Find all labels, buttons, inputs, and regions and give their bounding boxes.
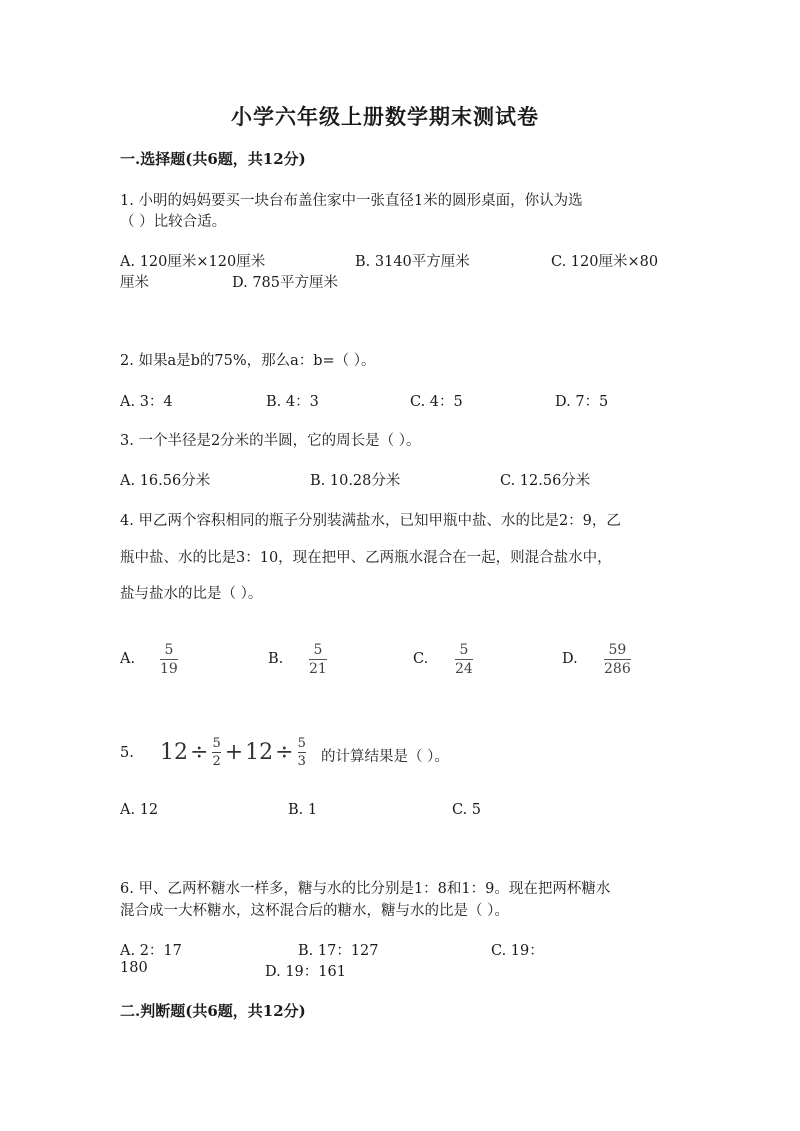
- question-1-option-a: A. 120厘米×120厘米: [120, 254, 266, 270]
- question-6-option-a: A. 2：17: [120, 943, 182, 959]
- fraction-numerator: 5: [297, 736, 306, 751]
- fraction-denominator: 286: [604, 661, 631, 677]
- question-6-option-b: B. 17：127: [298, 943, 379, 959]
- question-4-line-2: 瓶中盐、水的比是3：10，现在把甲、乙两瓶水混合在一起，则混合盐水中，: [120, 550, 612, 566]
- question-3-option-a: A. 16.56分米: [120, 473, 211, 489]
- question-6-option-c: C. 19：: [491, 943, 544, 959]
- fraction-denominator: 21: [309, 661, 327, 677]
- fraction-bar: [455, 659, 473, 660]
- question-3-text: 3. 一个半径是2分米的半圆，它的周长是（ ）。: [120, 433, 421, 449]
- question-6-line-1: 6. 甲、乙两杯糖水一样多，糖与水的比分别是1：8和1：9。现在把两杯糖水: [120, 881, 611, 897]
- question-5-suffix: 的计算结果是（ ）。: [321, 749, 449, 765]
- question-1-option-d: D. 785平方厘米: [232, 275, 339, 291]
- question-1-option-b: B. 3140平方厘米: [355, 254, 470, 270]
- question-4-option-c-label: C.: [413, 651, 429, 667]
- section-heading-judgement: 二.判断题(共6题，共12分): [120, 1002, 306, 1020]
- question-4-option-a-label: A.: [120, 651, 136, 667]
- question-2-text: 2. 如果a是b的75%，那么a：b=（ ）。: [120, 353, 376, 369]
- expression-fraction: [298, 737, 306, 768]
- fraction-bar: [309, 659, 327, 660]
- question-5-number: 5.: [120, 745, 134, 761]
- fraction-numerator: 59: [608, 642, 627, 658]
- fraction-denominator: 19: [160, 661, 178, 677]
- fraction-bar: [160, 659, 178, 660]
- question-6-line-2: 混合成一大杯糖水，这杯混合后的糖水，糖与水的比是（ ）。: [120, 903, 509, 919]
- question-5-option-b: B. 1: [288, 802, 318, 818]
- question-4-option-c-fraction: [455, 643, 473, 676]
- question-4-option-d-label: D.: [562, 651, 578, 667]
- fraction-numerator: 5: [164, 642, 174, 658]
- question-5-option-c: C. 5: [452, 802, 482, 818]
- question-1-option-c: C. 120厘米×80: [551, 254, 659, 270]
- question-4-line-3: 盐与盐水的比是（ ）。: [120, 586, 263, 602]
- question-4-option-b-label: B.: [268, 651, 284, 667]
- question-3-option-c: C. 12.56分米: [500, 473, 591, 489]
- question-5-expression: [160, 737, 308, 768]
- question-1-option-c-continued: 厘米: [120, 275, 149, 291]
- question-4-option-a-fraction: [160, 643, 178, 676]
- fraction-numerator: 5: [459, 642, 469, 658]
- question-1-line-1: 1. 小明的妈妈要买一块台布盖住家中一张直径1米的圆形桌面，你认为选: [120, 193, 583, 209]
- page-title: 小学六年级上册数学期末测试卷: [231, 104, 539, 129]
- fraction-bar: [298, 752, 306, 753]
- question-4-option-b-fraction: [309, 643, 327, 676]
- fraction-denominator: 3: [297, 754, 306, 769]
- question-1-line-2: （ ）比较合适。: [120, 214, 227, 230]
- question-2-option-d: D. 7：5: [555, 394, 609, 410]
- question-2-option-c: C. 4：5: [410, 394, 463, 410]
- fraction-denominator: 24: [455, 661, 473, 677]
- division-sign: ÷: [190, 740, 209, 765]
- question-2-option-b: B. 4：3: [266, 394, 319, 410]
- fraction-denominator: 2: [212, 754, 221, 769]
- question-4-line-1: 4. 甲乙两个容积相同的瓶子分别装满盐水，已知甲瓶中盐、水的比是2：9，乙: [120, 513, 621, 529]
- expression-fraction: [212, 737, 220, 768]
- expression-operand: 12: [245, 740, 274, 765]
- division-sign: ÷: [275, 740, 294, 765]
- question-6-option-d: D. 19：161: [265, 964, 346, 980]
- question-2-option-a: A. 3：4: [120, 394, 173, 410]
- section-heading-choice: 一.选择题(共6题，共12分): [120, 150, 306, 168]
- question-5-option-a: A. 12: [120, 802, 159, 818]
- question-3-option-b: B. 10.28分米: [310, 473, 401, 489]
- question-6-option-c-continued: 180: [120, 960, 148, 976]
- question-4-option-d-fraction: [604, 643, 631, 676]
- fraction-bar: [212, 752, 220, 753]
- fraction-numerator: 5: [313, 642, 323, 658]
- fraction-numerator: 5: [212, 736, 221, 751]
- plus-sign: +: [224, 740, 244, 765]
- fraction-bar: [604, 659, 631, 660]
- expression-operand: 12: [160, 740, 188, 765]
